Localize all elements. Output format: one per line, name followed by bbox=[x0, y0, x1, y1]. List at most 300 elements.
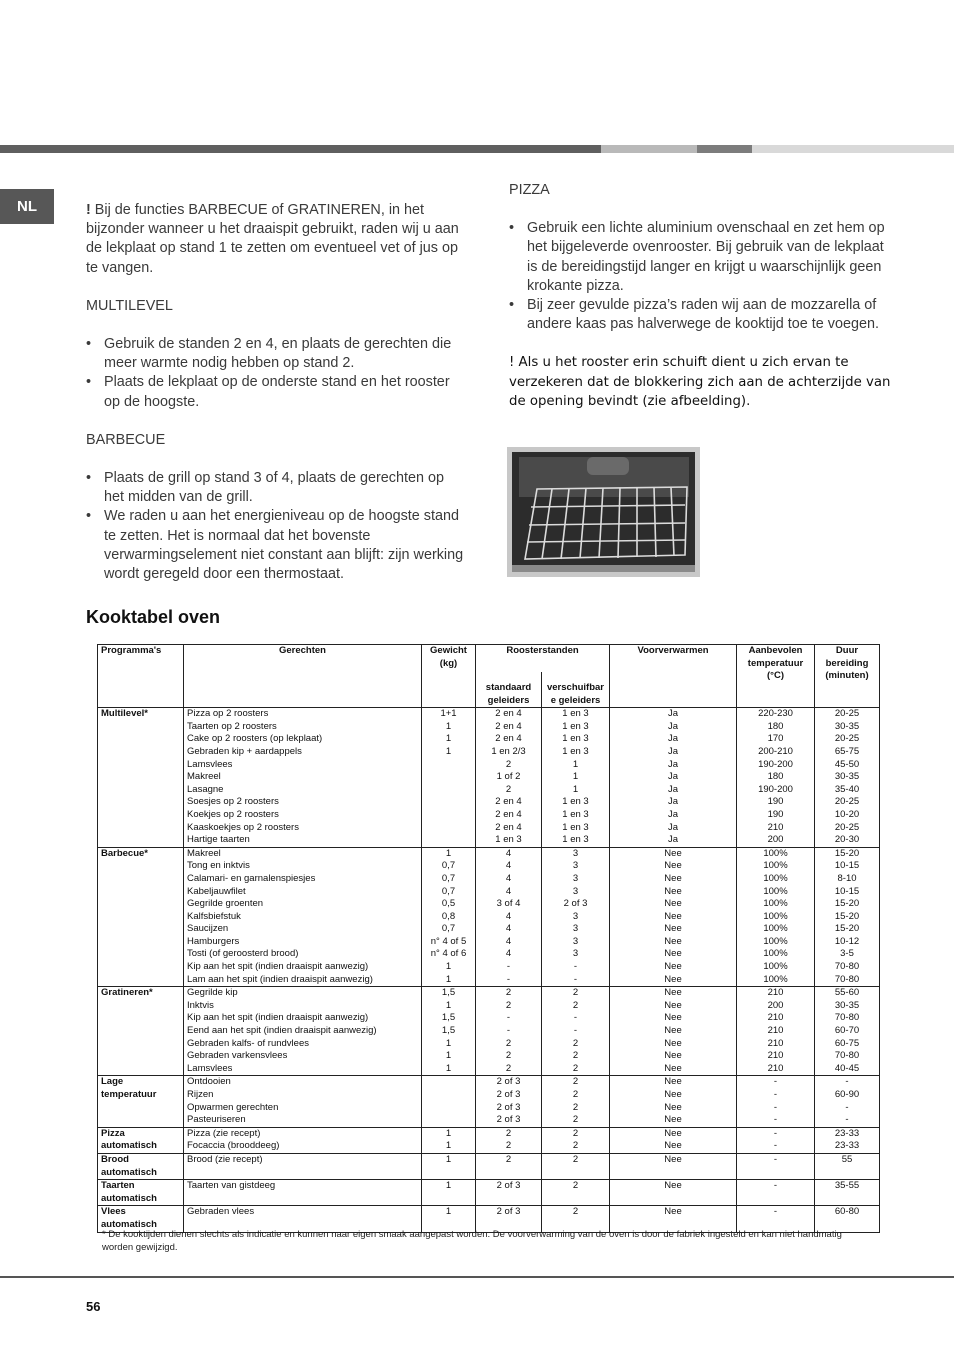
cell-line: Ontdooien bbox=[187, 1076, 231, 1088]
cell-line: 2 bbox=[572, 1037, 579, 1049]
cell-line: 2 en 4 bbox=[495, 821, 522, 833]
dish-cell bbox=[184, 847, 422, 987]
cell-line: - bbox=[773, 1076, 778, 1088]
cell-line: n° 4 of 6 bbox=[430, 948, 467, 960]
cell-line: - bbox=[573, 973, 578, 985]
preheat-cell bbox=[610, 1180, 737, 1206]
cell-line: 210 bbox=[767, 1062, 784, 1074]
cell-line: Nee bbox=[664, 1153, 682, 1165]
cell-line: Nee bbox=[664, 1012, 682, 1024]
cell-line: - bbox=[773, 1153, 778, 1165]
cell-line: Nee bbox=[664, 1076, 682, 1088]
cell-line: Ja bbox=[667, 708, 679, 720]
cell-line: 1 bbox=[445, 733, 452, 745]
cell-line: 2 bbox=[505, 1037, 512, 1049]
cell-line: - bbox=[773, 1180, 778, 1192]
program-cell: Multilevel* bbox=[98, 708, 184, 848]
cell-line: Gebraden kip + aardappels bbox=[187, 745, 302, 757]
cell-line: 55 bbox=[841, 1153, 853, 1165]
cell-line: 20-30 bbox=[834, 834, 860, 846]
cell-line: 190-200 bbox=[758, 783, 793, 795]
cell-line: 2 bbox=[572, 1114, 579, 1126]
cell-line: 60-70 bbox=[834, 1025, 860, 1037]
table-row bbox=[98, 1180, 880, 1206]
cell-line: 0,8 bbox=[441, 910, 456, 922]
cell-line: - bbox=[845, 1114, 849, 1126]
standard-rack-cell bbox=[476, 1127, 542, 1153]
cell-line: Ja bbox=[667, 796, 679, 808]
left-column bbox=[86, 201, 466, 584]
table-row bbox=[98, 987, 880, 1076]
cell-line: 3-5 bbox=[840, 948, 854, 960]
page-number: 56 bbox=[86, 1299, 101, 1314]
temperature-cell bbox=[737, 1076, 815, 1127]
cell-line: Gegrilde groenten bbox=[187, 898, 264, 910]
cell-line: Ja bbox=[667, 821, 679, 833]
cell-line: 70-80 bbox=[834, 961, 860, 973]
cell-line: Nee bbox=[664, 860, 682, 872]
cell-line: - bbox=[573, 1025, 578, 1037]
cell-line: 1 en 3 bbox=[495, 834, 522, 846]
cell-line: 2 bbox=[572, 1153, 579, 1165]
cell-line: - bbox=[773, 1089, 778, 1100]
cell-line bbox=[425, 1076, 472, 1089]
cell-line: 190-200 bbox=[758, 758, 793, 770]
language-tab: NL bbox=[0, 189, 54, 224]
col-header-roosterstanden: Roosterstanden bbox=[476, 645, 610, 673]
cell-line: Ja bbox=[667, 720, 679, 732]
table-row bbox=[98, 1127, 880, 1153]
preheat-cell bbox=[610, 1076, 737, 1127]
col-header-verschuifbaar: verschuifbar e geleiders bbox=[542, 672, 610, 708]
cell-line: 1 bbox=[445, 1153, 452, 1165]
temperature-cell bbox=[737, 1127, 815, 1153]
cell-line: 10-15 bbox=[834, 860, 860, 872]
cell-line: 0,7 bbox=[441, 872, 456, 884]
standard-rack-cell bbox=[476, 1180, 542, 1206]
cell-line: Nee bbox=[664, 847, 682, 859]
col-header-programmas: Programma's bbox=[98, 645, 184, 708]
cell-line: Ja bbox=[667, 733, 679, 745]
cell-line: Nee bbox=[664, 1062, 682, 1074]
cell-line: Tong en inktvis bbox=[187, 860, 250, 872]
cell-line: 23-33 bbox=[834, 1127, 860, 1139]
cell-line: Nee bbox=[664, 898, 682, 910]
cell-line: Nee bbox=[664, 1206, 682, 1218]
dish-cell bbox=[184, 1153, 422, 1179]
cell-line: 220-230 bbox=[758, 708, 793, 720]
header-color-bar bbox=[0, 145, 954, 153]
cell-line: 1 bbox=[572, 771, 579, 783]
cooking-table-title: Kooktabel oven bbox=[86, 607, 221, 627]
cell-line: 100% bbox=[763, 961, 788, 973]
cell-line: - bbox=[506, 1025, 511, 1037]
cell-line: 15-20 bbox=[834, 847, 860, 859]
cell-line: 35-40 bbox=[834, 783, 860, 795]
temperature-cell bbox=[737, 987, 815, 1076]
program-cell: Lage temperatuur bbox=[98, 1076, 184, 1127]
cell-line: 4 bbox=[505, 935, 512, 947]
col-header-temperatuur: Aanbevolen temperatuur (°C) bbox=[737, 645, 815, 708]
cell-line: Nee bbox=[664, 923, 682, 935]
cell-line: 2 en 4 bbox=[495, 796, 522, 808]
col-header-duur: Duur bereiding (minuten) bbox=[815, 645, 880, 708]
cell-line bbox=[425, 834, 472, 847]
cell-line: 1 bbox=[445, 1127, 452, 1139]
cell-line: Lamsvlees bbox=[187, 1062, 233, 1074]
multilevel-bullet: • Plaats de lekplaat op de onderste stand en het rooster op de hoogste. bbox=[86, 373, 466, 411]
cell-line: 2 of 3 bbox=[496, 1206, 521, 1218]
cell-line: Kaaskoekjes op 2 roosters bbox=[187, 821, 299, 833]
cell-line: 3 bbox=[572, 948, 579, 960]
preheat-cell bbox=[610, 847, 737, 987]
cell-line: 180 bbox=[767, 771, 784, 783]
cell-line: 1 bbox=[445, 1206, 452, 1218]
cell-line: Ja bbox=[667, 783, 679, 795]
program-cell: Taarten automatisch bbox=[98, 1180, 184, 1206]
cell-line bbox=[425, 796, 472, 809]
cell-line: 2 bbox=[505, 1153, 512, 1165]
duration-cell bbox=[815, 1180, 880, 1206]
cell-line: 10-20 bbox=[834, 808, 860, 820]
dish-cell bbox=[184, 708, 422, 848]
cell-line: 2 en 4 bbox=[495, 733, 522, 745]
cell-line: 23-33 bbox=[834, 1140, 860, 1152]
cell-line: Pizza op 2 roosters bbox=[187, 708, 269, 720]
cell-line: 2 of 3 bbox=[496, 1101, 521, 1113]
dish-cell bbox=[184, 987, 422, 1076]
cell-line bbox=[425, 822, 472, 835]
cell-line: Kalfsbiefstuk bbox=[187, 910, 241, 922]
cell-line: 4 bbox=[505, 872, 512, 884]
cell-line: - bbox=[773, 1114, 778, 1126]
cell-line: Hamburgers bbox=[187, 935, 240, 947]
col-header-voorverwarmen: Voorverwarmen bbox=[610, 645, 737, 708]
dish-cell bbox=[184, 1127, 422, 1153]
cell-line bbox=[425, 1089, 472, 1102]
cell-line: 30-35 bbox=[834, 771, 860, 783]
cell-line: Nee bbox=[664, 1180, 682, 1192]
cell-line: Brood (zie recept) bbox=[187, 1153, 263, 1165]
cell-line: 10-15 bbox=[834, 885, 860, 897]
cell-line: 15-20 bbox=[834, 910, 860, 922]
cell-line: Nee bbox=[664, 948, 682, 960]
cell-line: Ja bbox=[667, 834, 679, 846]
cell-line: 2 bbox=[572, 999, 579, 1011]
cell-line: Nee bbox=[664, 935, 682, 947]
duration-cell bbox=[815, 708, 880, 848]
cell-line: 2 en 4 bbox=[495, 708, 522, 720]
cell-line: 100% bbox=[763, 847, 788, 859]
program-cell: Vlees automatisch bbox=[98, 1206, 184, 1232]
cell-line: Taarten op 2 roosters bbox=[187, 720, 277, 732]
header-bar-segment bbox=[752, 145, 954, 153]
cell-line: 1 bbox=[445, 1180, 452, 1192]
cell-line: Nee bbox=[664, 987, 682, 999]
cell-line: 2 bbox=[505, 1127, 512, 1139]
cell-line: 70-80 bbox=[834, 1050, 860, 1062]
cell-line: 4 bbox=[505, 948, 512, 960]
cell-line: 100% bbox=[763, 923, 788, 935]
cell-line: 1,5 bbox=[441, 987, 456, 999]
cell-line: 3 bbox=[572, 872, 579, 884]
cell-line: 2 bbox=[572, 1062, 579, 1074]
cell-line: 2 bbox=[572, 987, 579, 999]
header-bar-segment bbox=[0, 145, 601, 153]
cell-line: 2 bbox=[572, 1101, 579, 1113]
footer-rule bbox=[0, 1276, 954, 1278]
cell-line: 35-55 bbox=[834, 1180, 860, 1192]
cell-line: - bbox=[573, 961, 578, 973]
cell-line: 2 bbox=[505, 987, 512, 999]
weight-cell bbox=[422, 847, 476, 987]
table-row bbox=[98, 708, 880, 848]
cell-line: Nee bbox=[664, 999, 682, 1011]
header-bar-segment bbox=[601, 145, 697, 153]
cell-line: 20-25 bbox=[834, 708, 860, 720]
duration-cell bbox=[815, 1127, 880, 1153]
right-column bbox=[509, 181, 894, 412]
cell-line: 210 bbox=[767, 987, 784, 999]
cell-line: Nee bbox=[664, 1050, 682, 1062]
cell-line: 70-80 bbox=[834, 973, 860, 985]
cell-line: Kip aan het spit (indien draaispit aanwezig) bbox=[187, 1012, 369, 1024]
table-row bbox=[98, 847, 880, 987]
cell-line: Nee bbox=[664, 1101, 682, 1113]
cell-line: - bbox=[506, 961, 511, 973]
cell-line: Makreel bbox=[187, 847, 221, 859]
cell-line: 4 bbox=[505, 923, 512, 935]
cell-line: 1 bbox=[445, 973, 452, 985]
sliding-rack-cell bbox=[542, 1127, 610, 1153]
cell-line: 2 bbox=[505, 758, 512, 770]
cell-line: 2 bbox=[505, 999, 512, 1011]
cell-line bbox=[425, 771, 472, 784]
cell-line: 60-75 bbox=[834, 1037, 860, 1049]
cell-line: 1 bbox=[445, 720, 452, 732]
cell-line: Lasagne bbox=[187, 783, 224, 795]
cell-line bbox=[425, 1114, 472, 1127]
cell-line: 3 of 4 bbox=[496, 898, 521, 910]
cell-line: Gebraden vlees bbox=[187, 1206, 255, 1218]
col-header-gewicht: Gewicht (kg) bbox=[422, 645, 476, 708]
cell-line: Kip aan het spit (indien draaispit aanwezig) bbox=[187, 961, 369, 973]
cell-line: 210 bbox=[767, 1037, 784, 1049]
cell-line: 4 bbox=[505, 847, 512, 859]
cell-line: 0,7 bbox=[441, 885, 456, 897]
cell-line: Eend aan het spit (indien draaispit aanwezig) bbox=[187, 1025, 377, 1037]
cell-line: Ja bbox=[667, 745, 679, 757]
cell-line: Hartige taarten bbox=[187, 834, 250, 846]
cell-line: 100% bbox=[763, 973, 788, 985]
cell-line: Opwarmen gerechten bbox=[187, 1101, 279, 1113]
duration-cell bbox=[815, 1153, 880, 1179]
sliding-rack-cell bbox=[542, 1180, 610, 1206]
cell-line: Nee bbox=[664, 885, 682, 897]
cell-line: Taarten van gistdeeg bbox=[187, 1180, 276, 1192]
duration-cell bbox=[815, 987, 880, 1076]
weight-cell bbox=[422, 987, 476, 1076]
cell-line: - bbox=[573, 1012, 578, 1024]
cell-line: - bbox=[773, 1140, 778, 1152]
cell-line: - bbox=[506, 1012, 511, 1024]
cell-line: Lamsvlees bbox=[187, 758, 233, 770]
cell-line: 60-80 bbox=[834, 1206, 860, 1218]
cell-line: 2 bbox=[505, 1050, 512, 1062]
cell-line: 210 bbox=[767, 821, 784, 833]
cell-line: Ja bbox=[667, 758, 679, 770]
preheat-cell bbox=[610, 708, 737, 848]
cell-line: 1 bbox=[445, 999, 452, 1011]
cell-line: 1 bbox=[445, 1037, 452, 1049]
barbecue-bullet: • Plaats de grill op stand 3 of 4, plaats de gerechten op het midden van de grill. bbox=[86, 469, 466, 507]
cell-line: 30-35 bbox=[834, 720, 860, 732]
cell-line: 210 bbox=[767, 1025, 784, 1037]
cell-line: 1 bbox=[445, 1062, 452, 1074]
sliding-rack-cell bbox=[542, 708, 610, 848]
cell-line: Ja bbox=[667, 771, 679, 783]
cell-line: 190 bbox=[767, 796, 784, 808]
cell-line: Rijzen bbox=[187, 1089, 214, 1100]
cell-line: 2 bbox=[572, 1127, 579, 1139]
cell-line: 20-25 bbox=[834, 796, 860, 808]
barbecue-warning: ! Bij de functies BARBECUE of GRATINEREN, in het bijzonder wanneer u het draaispit gebruikt, raden wij u aan de lekplaat op stand 1 te zetten om eventueel vet of jus op te vangen. bbox=[86, 202, 459, 276]
cell-line: 200 bbox=[767, 834, 784, 846]
cell-line: 1+1 bbox=[440, 708, 457, 720]
cell-line: 1,5 bbox=[441, 1012, 456, 1024]
cell-line: 1 en 3 bbox=[562, 733, 589, 745]
cell-line bbox=[425, 784, 472, 797]
cell-line: 2 en 4 bbox=[495, 720, 522, 732]
cell-line: 100% bbox=[763, 935, 788, 947]
cell-line: - bbox=[845, 1101, 849, 1113]
sliding-rack-cell bbox=[542, 1153, 610, 1179]
sliding-rack-cell bbox=[542, 847, 610, 987]
cell-line: 2 of 3 bbox=[496, 1114, 521, 1126]
cell-line: 1 of 2 bbox=[496, 771, 521, 783]
standard-rack-cell bbox=[476, 987, 542, 1076]
cell-line: 2 bbox=[572, 1206, 579, 1218]
cell-line: 3 bbox=[572, 923, 579, 935]
cell-line: 1 en 3 bbox=[562, 796, 589, 808]
header-bar-segment bbox=[697, 145, 752, 153]
cell-line: 2 of 3 bbox=[563, 898, 588, 910]
cell-line: 3 bbox=[572, 847, 579, 859]
cell-line: - bbox=[845, 1076, 849, 1088]
cell-line: 65-75 bbox=[834, 745, 860, 757]
cell-line: Lam aan het spit (indien draaispit aanwezig) bbox=[187, 973, 373, 985]
program-cell: Brood automatisch bbox=[98, 1153, 184, 1179]
cell-line: 1 en 3 bbox=[562, 745, 589, 757]
cell-line: 2 bbox=[572, 1180, 579, 1192]
preheat-cell bbox=[610, 987, 737, 1076]
cell-line: 20-25 bbox=[834, 821, 860, 833]
cell-line: - bbox=[506, 973, 511, 985]
cell-line: 1 bbox=[445, 961, 452, 973]
cell-line: Makreel bbox=[187, 771, 221, 783]
cell-line: 2 bbox=[505, 1140, 512, 1152]
cell-line: Soesjes op 2 roosters bbox=[187, 796, 279, 808]
preheat-cell bbox=[610, 1127, 737, 1153]
cell-line: 100% bbox=[763, 872, 788, 884]
weight-cell bbox=[422, 1076, 476, 1127]
cell-line: 200-210 bbox=[758, 745, 793, 757]
cell-line: Nee bbox=[664, 1127, 682, 1139]
oven-rack-illustration bbox=[507, 447, 700, 577]
cell-line: 3 bbox=[572, 885, 579, 897]
cell-line: 1 bbox=[445, 1140, 452, 1152]
cell-line: Nee bbox=[664, 961, 682, 973]
cell-line: 4 bbox=[505, 860, 512, 872]
cell-line: Nee bbox=[664, 1114, 682, 1126]
cell-line: 1 en 3 bbox=[562, 720, 589, 732]
cell-line: 3 bbox=[572, 910, 579, 922]
cell-line bbox=[425, 759, 472, 772]
cell-line bbox=[425, 809, 472, 822]
cell-line: 180 bbox=[767, 720, 784, 732]
pizza-bullet: • Bij zeer gevulde pizza’s raden wij aan de mozzarella of andere kaas pas halverwege de kooktijd toe te voegen. bbox=[509, 296, 894, 334]
col-header-standaard: standaard geleiders bbox=[476, 672, 542, 708]
cell-line: 1 bbox=[445, 847, 452, 859]
table-row bbox=[98, 1076, 880, 1127]
sliding-rack-cell bbox=[542, 1076, 610, 1127]
preheat-cell bbox=[610, 1153, 737, 1179]
multilevel-bullet: • Gebruik de standen 2 en 4, en plaats de gerechten die meer warmte nodig hebben op stand 2. bbox=[86, 335, 466, 373]
cell-line: 0,7 bbox=[441, 923, 456, 935]
cell-line: Nee bbox=[664, 1037, 682, 1049]
cell-line: 100% bbox=[763, 898, 788, 910]
cell-line: 1 bbox=[445, 745, 452, 757]
cell-line: 2 bbox=[572, 1050, 579, 1062]
table-footnote: * De kooktijden dienen slechts als indicatie en kunnen naar eigen smaak aangepast worden. De voorverwarming van de oven is door de fabriek ingesteld en kan niet handmatig worden gewijzigd. bbox=[102, 1229, 842, 1253]
multilevel-heading: MULTILEVEL bbox=[86, 297, 173, 314]
cell-line: 2 bbox=[572, 1140, 579, 1152]
cell-line: 45-50 bbox=[834, 758, 860, 770]
cell-line: 10-12 bbox=[834, 935, 860, 947]
cell-line: Nee bbox=[664, 1140, 682, 1152]
duration-cell bbox=[815, 1076, 880, 1127]
cell-line: 15-20 bbox=[834, 898, 860, 910]
cell-line: 1 en 3 bbox=[562, 808, 589, 820]
cell-line: 8-10 bbox=[837, 872, 857, 884]
cell-line: 0,7 bbox=[441, 860, 456, 872]
cell-line: Pizza (zie recept) bbox=[187, 1127, 261, 1139]
weight-cell bbox=[422, 708, 476, 848]
barbecue-bullet: • We raden u aan het energieniveau op de hoogste stand te zetten. Het is normaal dat het bovenste verwarmingselement niet constant aan blijft: zijn werking wordt geregeld door een thermostaat. bbox=[86, 507, 466, 584]
standard-rack-cell bbox=[476, 847, 542, 987]
cell-line: 3 bbox=[572, 860, 579, 872]
dish-cell bbox=[184, 1076, 422, 1127]
sliding-rack-cell bbox=[542, 987, 610, 1076]
cell-line: 1,5 bbox=[441, 1025, 456, 1037]
cell-line: Nee bbox=[664, 1025, 682, 1037]
cell-line: 200 bbox=[767, 999, 784, 1011]
rack-warning: ! Als u het rooster erin schuift dient u zich ervan te verzekeren dat de blokkering zich aan de achterzijde van de opening bevindt (zie afbeelding). bbox=[509, 355, 891, 410]
cell-line: 60-90 bbox=[834, 1089, 860, 1100]
cell-line: n° 4 of 5 bbox=[430, 935, 467, 947]
cell-line: 1 bbox=[572, 758, 579, 770]
cell-line: Nee bbox=[664, 973, 682, 985]
cell-line: 3 bbox=[572, 935, 579, 947]
cell-line: 190 bbox=[767, 808, 784, 820]
pizza-heading: PIZZA bbox=[509, 182, 550, 198]
cell-line: 170 bbox=[767, 733, 784, 745]
standard-rack-cell bbox=[476, 1076, 542, 1127]
cell-line: 100% bbox=[763, 948, 788, 960]
cell-line: 70-80 bbox=[834, 1012, 860, 1024]
cell-line: 1 bbox=[445, 1050, 452, 1062]
weight-cell bbox=[422, 1153, 476, 1179]
